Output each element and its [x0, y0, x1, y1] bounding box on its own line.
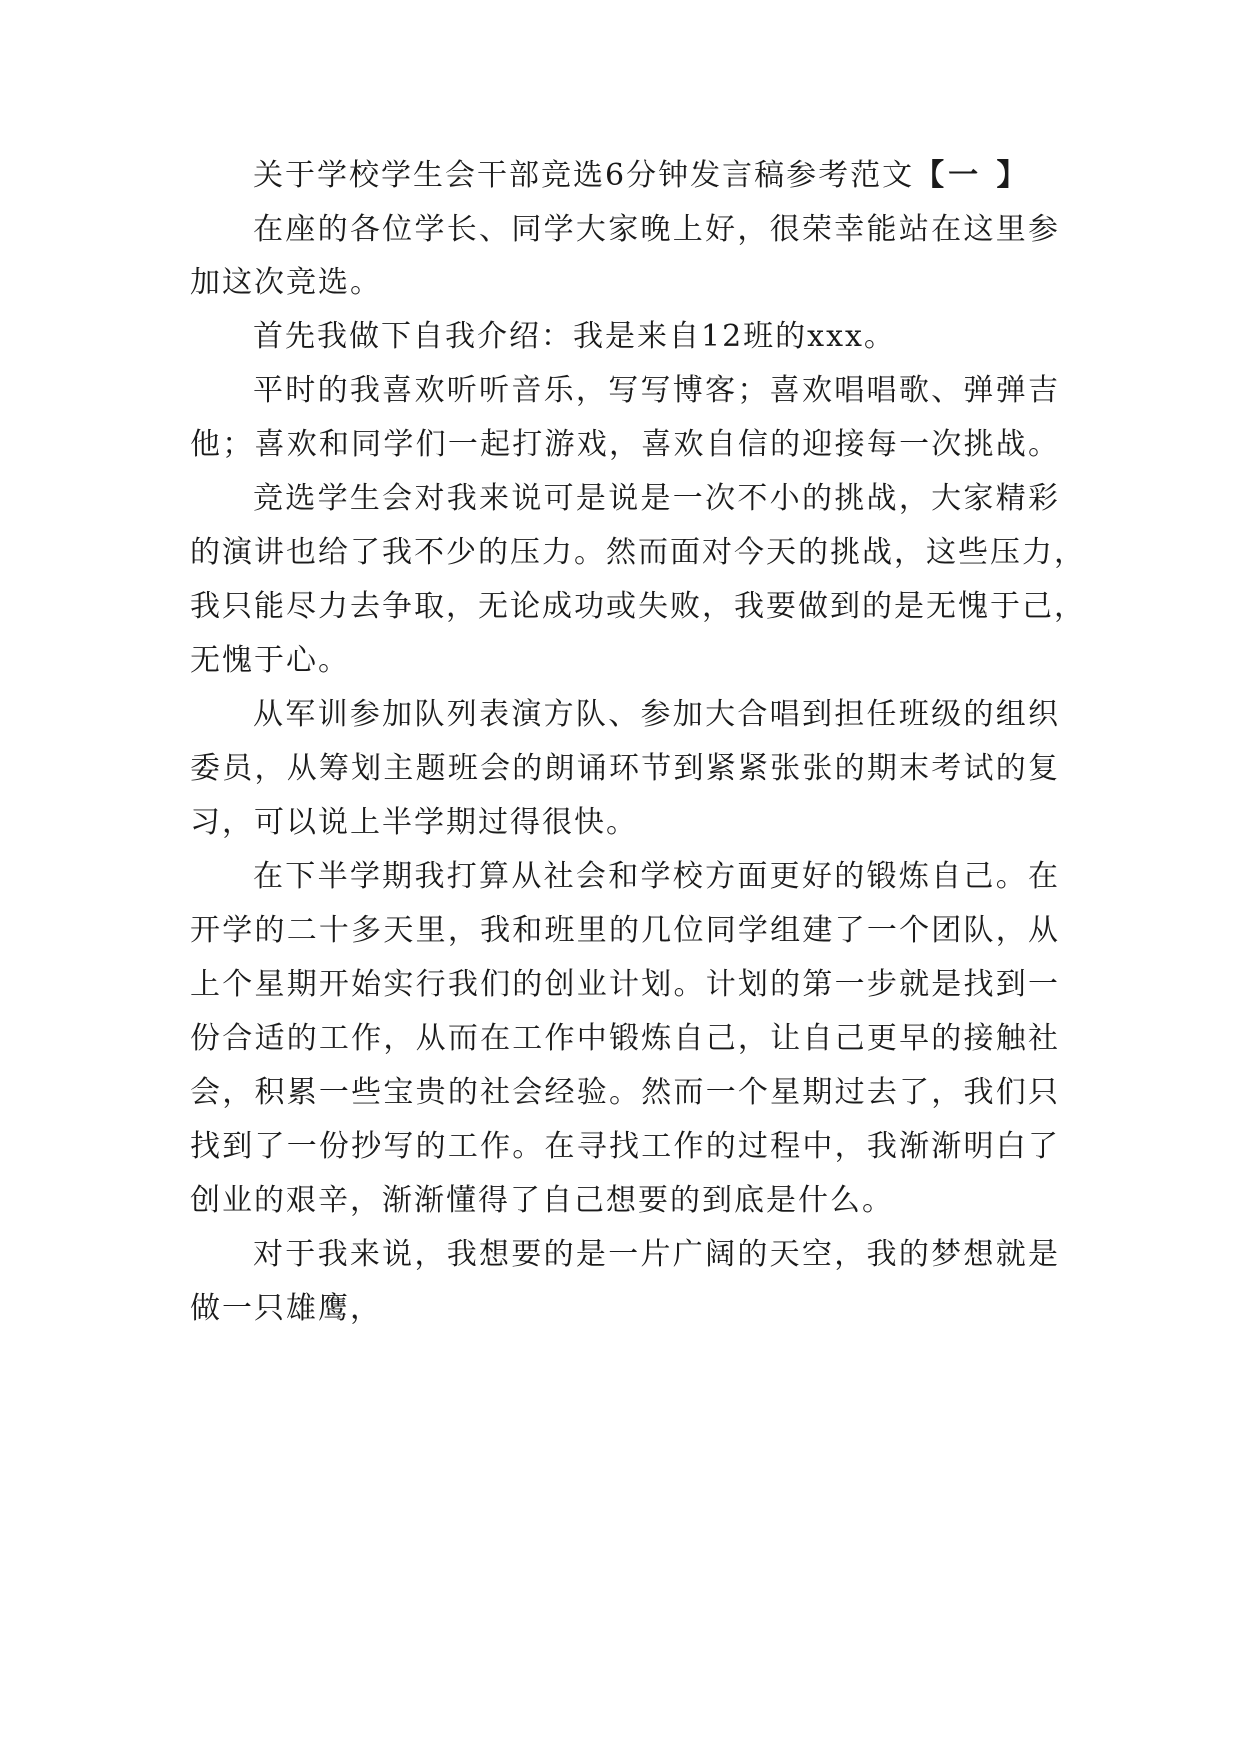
paragraph-line: 在下半学期我打算从社会和学校方面更好的锻炼自己。在 — [253, 859, 1060, 894]
document-title — [253, 156, 1060, 196]
paragraph-line: 上个星期开始实行我们的创业计划。计划的第一步就是找到一 — [190, 967, 1060, 1002]
document-title-text: 关于学校学生会干部竞选6分钟发言稿参考范文 — [253, 158, 915, 193]
paragraph-line: 的演讲也给了我不少的压力。然而面对今天的挑战，这些压力， — [190, 535, 1086, 570]
paragraph-line: 首先我做下自我介绍：我是来自12班的xxx。 — [253, 319, 896, 354]
paragraph-line: 会，积累一些宝贵的社会经验。然而一个星期过去了，我们只 — [190, 1075, 1060, 1110]
document-title-mark: 【一 】 — [914, 158, 1031, 193]
paragraph-line: 创业的艰辛，渐渐懂得了自己想要的到底是什么。 — [190, 1183, 894, 1218]
paragraph-line: 找到了一份抄写的工作。在寻找工作的过程中，我渐渐明白了 — [190, 1129, 1060, 1164]
paragraph-line: 对于我来说，我想要的是一片广阔的天空，我的梦想就是 — [253, 1237, 1060, 1272]
paragraph-line: 无愧于心。 — [190, 643, 350, 678]
paragraph-line: 我只能尽力去争取，无论成功或失败，我要做到的是无愧于己， — [190, 589, 1086, 624]
paragraph-line: 做一只雄鹰， — [190, 1291, 382, 1326]
paragraph-line: 平时的我喜欢听听音乐，写写博客；喜欢唱唱歌、弹弹吉 — [253, 373, 1060, 408]
paragraph-line: 习，可以说上半学期过得很快。 — [190, 805, 638, 840]
paragraph-line: 开学的二十多天里，我和班里的几位同学组建了一个团队，从 — [190, 913, 1060, 948]
paragraph-line: 他；喜欢和同学们一起打游戏，喜欢自信的迎接每一次挑战。 — [190, 427, 1060, 462]
paragraph-line: 从军训参加队列表演方队、参加大合唱到担任班级的组织 — [253, 697, 1060, 732]
paragraph-line: 份合适的工作，从而在工作中锻炼自己，让自己更早的接触社 — [190, 1021, 1060, 1056]
paragraph-line: 在座的各位学长、同学大家晚上好，很荣幸能站在这里参 — [253, 212, 1060, 247]
paragraph-line: 加这次竞选。 — [190, 265, 382, 300]
paragraph-line: 竞选学生会对我来说可是说是一次不小的挑战，大家精彩 — [253, 481, 1060, 516]
paragraph-line: 委员，从筹划主题班会的朗诵环节到紧紧张张的期末考试的复 — [190, 751, 1060, 786]
